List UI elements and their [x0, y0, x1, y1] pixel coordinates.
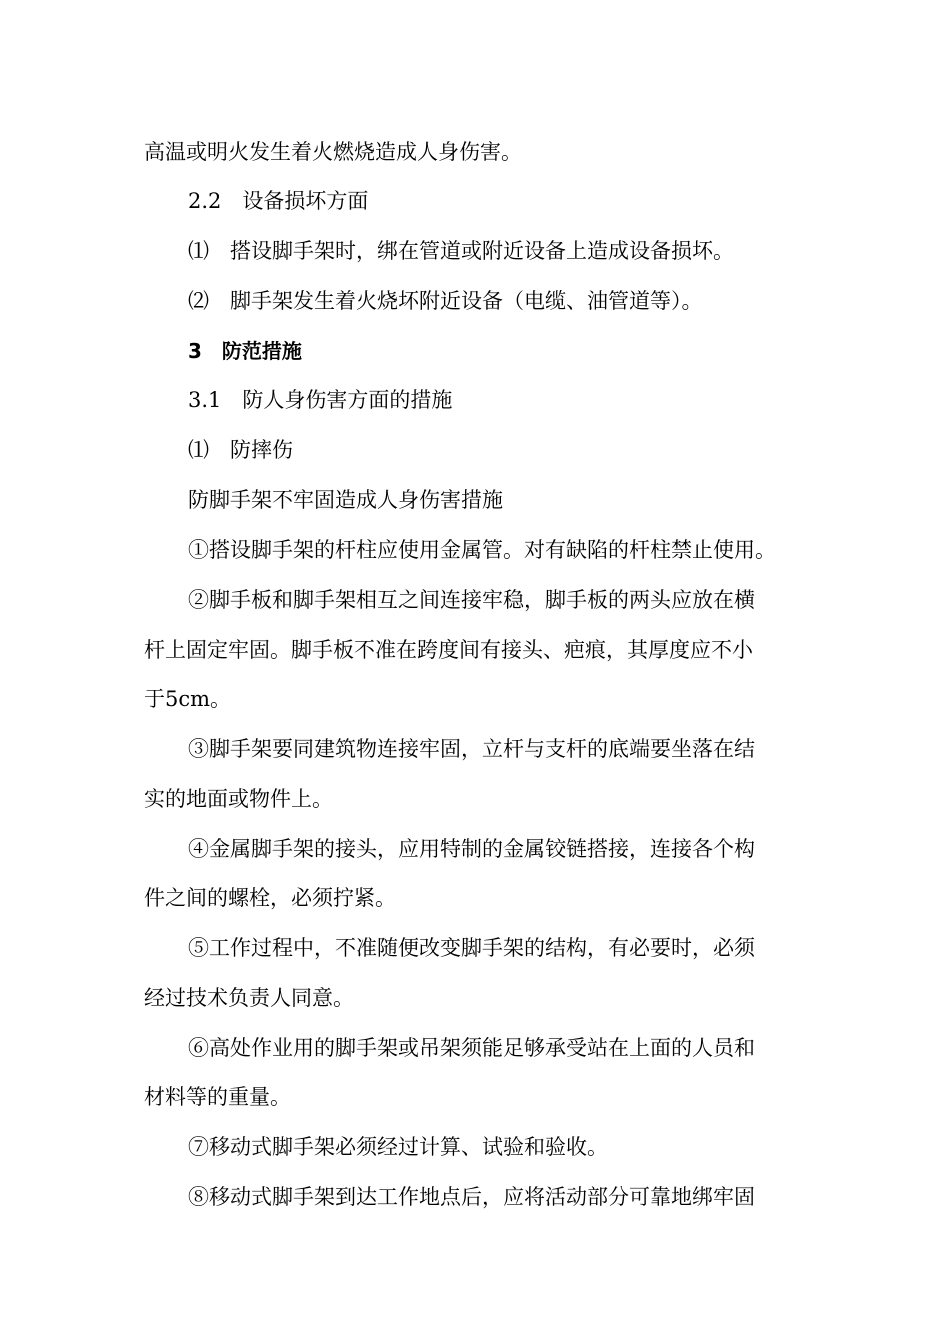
list-item: ⑵ 脚手架发生着火烧坏附近设备（电缆、油管道等）。: [188, 289, 703, 313]
section-heading-3: 3 防范措施: [188, 339, 302, 363]
list-item: ⑧移动式脚手架到达工作地点后，应将活动部分可靠地绑牢固: [188, 1185, 755, 1209]
paragraph-line: 防脚手架不牢固造成人身伤害措施: [188, 488, 503, 512]
list-item: ⑦移动式脚手架必须经过计算、试验和验收。: [188, 1135, 608, 1159]
list-item: ⑤工作过程中，不准随便改变脚手架的结构，有必要时，必须: [188, 936, 755, 960]
paragraph-line: 经过技术负责人同意。: [144, 986, 354, 1010]
paragraph-line: 杆上固定牢固。脚手板不准在跨度间有接头、疤痕，其厚度应不小: [144, 638, 753, 662]
section-heading-2-2: 2.2 设备损坏方面: [188, 189, 369, 213]
section-heading-3-1: 3.1 防人身伤害方面的措施: [188, 388, 453, 412]
paragraph-line: 高温或明火发生着火燃烧造成人身伤害。: [144, 140, 522, 164]
list-item: ③脚手架要同建筑物连接牢固，立杆与支杆的底端要坐落在结: [188, 737, 755, 761]
list-item: ②脚手板和脚手架相互之间连接牢稳，脚手板的两头应放在横: [188, 588, 755, 612]
list-item: ①搭设脚手架的杆柱应使用金属管。对有缺陷的杆柱禁止使用。: [188, 538, 776, 562]
paragraph-line: 材料等的重量。: [144, 1085, 291, 1109]
paragraph-line: 实的地面或物件上。: [144, 787, 333, 811]
list-item: ⑴ 搭设脚手架时，绑在管道或附近设备上造成设备损坏。: [188, 239, 734, 263]
paragraph-line: 于5cm。: [144, 687, 232, 711]
list-item: ⑴ 防摔伤: [188, 438, 293, 462]
list-item: ⑥高处作业用的脚手架或吊架须能足够承受站在上面的人员和: [188, 1036, 755, 1060]
list-item: ④金属脚手架的接头，应用特制的金属铰链搭接，连接各个构: [188, 837, 755, 861]
paragraph-line: 件之间的螺栓，必须拧紧。: [144, 886, 396, 910]
